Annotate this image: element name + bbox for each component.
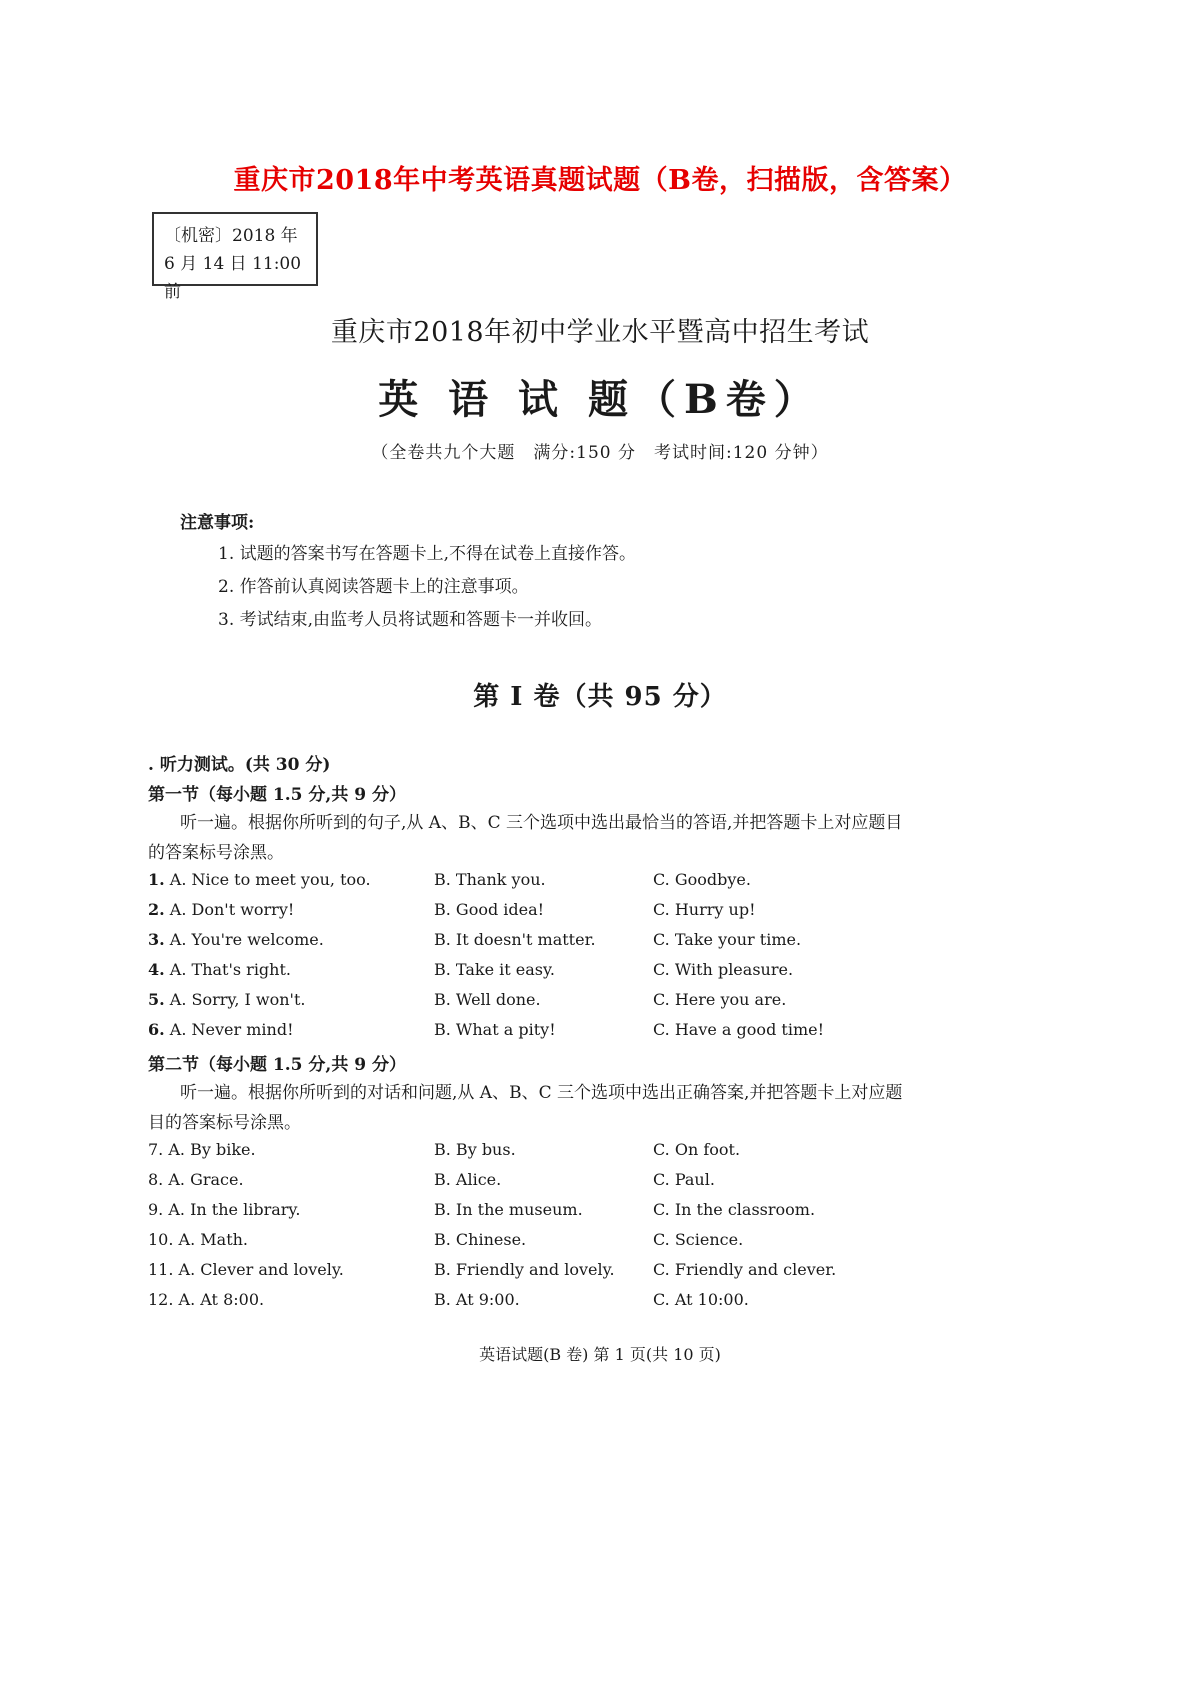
question-row <box>148 1020 908 1048</box>
section-2-title: 第二节（每小题 1.5 分,共 9 分） <box>148 1055 406 1075</box>
option-a: A. Nice to meet you, too. <box>169 870 371 889</box>
question-row <box>148 1170 908 1198</box>
question-number: 8. <box>148 1170 164 1189</box>
option-a: A. Sorry, I won't. <box>169 990 306 1009</box>
question-row <box>148 930 908 958</box>
option-a: A. At 8:00. <box>178 1290 265 1309</box>
confidential-line-1: 〔机密〕2018 年 <box>164 226 298 246</box>
option-c: C. Goodbye. <box>653 870 751 889</box>
option-a: A. That's right. <box>169 960 291 979</box>
question-number: 12. <box>148 1290 174 1309</box>
option-b: B. Friendly and lovely. <box>434 1260 615 1279</box>
note-item: 3. 考试结束,由监考人员将试题和答题卡一并收回。 <box>218 610 603 630</box>
question-number: 2. <box>148 900 165 919</box>
page-footer: 英语试题(B 卷) 第 1 页(共 10 页) <box>479 1345 721 1364</box>
option-b: B. In the museum. <box>434 1200 583 1219</box>
section-2-instruction: 听一遍。根据你所听到的对话和问题,从 A、B、C 三个选项中选出正确答案,并把答题卡上对应题目的答案标号涂黑。 <box>148 1083 903 1133</box>
question-number: 10. <box>148 1230 174 1249</box>
option-c: C. Have a good time! <box>653 1020 825 1039</box>
option-b: B. Alice. <box>434 1170 502 1189</box>
option-b: B. Thank you. <box>434 870 546 889</box>
option-a: A. Math. <box>178 1230 249 1249</box>
option-b: B. At 9:00. <box>434 1290 520 1309</box>
question-number: 7. <box>148 1140 164 1159</box>
option-a: A. By bike. <box>168 1140 256 1159</box>
confidential-stamp <box>152 212 318 302</box>
option-c: C. Here you are. <box>653 990 787 1009</box>
option-c: C. At 10:00. <box>653 1290 749 1309</box>
option-c: C. Friendly and clever. <box>653 1260 837 1279</box>
option-b: B. It doesn't matter. <box>434 930 596 949</box>
question-row <box>148 1230 908 1258</box>
option-a: A. Grace. <box>168 1170 244 1189</box>
volume-title: 第 Ⅰ 卷（共 95 分） <box>473 682 727 712</box>
question-number: 5. <box>148 990 165 1009</box>
option-b: B. Chinese. <box>434 1230 527 1249</box>
exam-name: 重庆市2018年初中学业水平暨高中招生考试 <box>330 317 870 348</box>
section-1-instruction: 听一遍。根据你所听到的句子,从 A、B、C 三个选项中选出最恰当的答语,并把答题卡上对应题目的答案标号涂黑。 <box>148 813 903 863</box>
note-item: 1. 试题的答案书写在答题卡上,不得在试卷上直接作答。 <box>218 544 637 564</box>
option-b: B. By bus. <box>434 1140 516 1159</box>
option-c: C. Take your time. <box>653 930 802 949</box>
option-c: C. In the classroom. <box>653 1200 816 1219</box>
question-row <box>148 870 908 898</box>
question-row <box>148 990 908 1018</box>
option-c: C. On foot. <box>653 1140 741 1159</box>
option-b: B. What a pity! <box>434 1020 556 1039</box>
option-b: B. Well done. <box>434 990 541 1009</box>
document-title: 重庆市2018年中考英语真题试题（B卷，扫描版，含答案） <box>233 165 967 196</box>
section-1-title: 第一节（每小题 1.5 分,共 9 分） <box>148 785 406 805</box>
question-number: 3. <box>148 930 165 949</box>
question-number: 9. <box>148 1200 164 1219</box>
option-a: A. You're welcome. <box>169 930 324 949</box>
part-title: . 听力测试。(共 30 分) <box>148 755 331 775</box>
option-c: C. With pleasure. <box>653 960 794 979</box>
option-a: A. In the library. <box>168 1200 301 1219</box>
option-c: C. Paul. <box>653 1170 715 1189</box>
question-number: 6. <box>148 1020 165 1039</box>
option-b: B. Good idea! <box>434 900 545 919</box>
question-row <box>148 1200 908 1228</box>
question-row <box>148 960 908 988</box>
option-c: C. Hurry up! <box>653 900 756 919</box>
question-row <box>148 1140 908 1168</box>
option-c: C. Science. <box>653 1230 744 1249</box>
exam-info: （全卷共九个大题 满分:150 分 考试时间:120 分钟） <box>371 443 829 463</box>
option-a: A. Clever and lovely. <box>178 1260 344 1279</box>
question-number: 4. <box>148 960 165 979</box>
notes-list <box>218 538 636 637</box>
option-a: A. Don't worry! <box>169 900 295 919</box>
question-row <box>148 1290 908 1318</box>
confidential-line-2: 6 月 14 日 11:00 前 <box>164 254 302 302</box>
option-a: A. Never mind! <box>169 1020 294 1039</box>
option-b: B. Take it easy. <box>434 960 555 979</box>
question-number: 1. <box>148 870 165 889</box>
question-row <box>148 1260 908 1288</box>
question-number: 11. <box>148 1260 174 1279</box>
subject-title: 英 语 试 题（B卷） <box>378 376 822 423</box>
notes-title: 注意事项: <box>180 513 255 533</box>
question-row <box>148 900 908 928</box>
note-item: 2. 作答前认真阅读答题卡上的注意事项。 <box>218 577 529 597</box>
